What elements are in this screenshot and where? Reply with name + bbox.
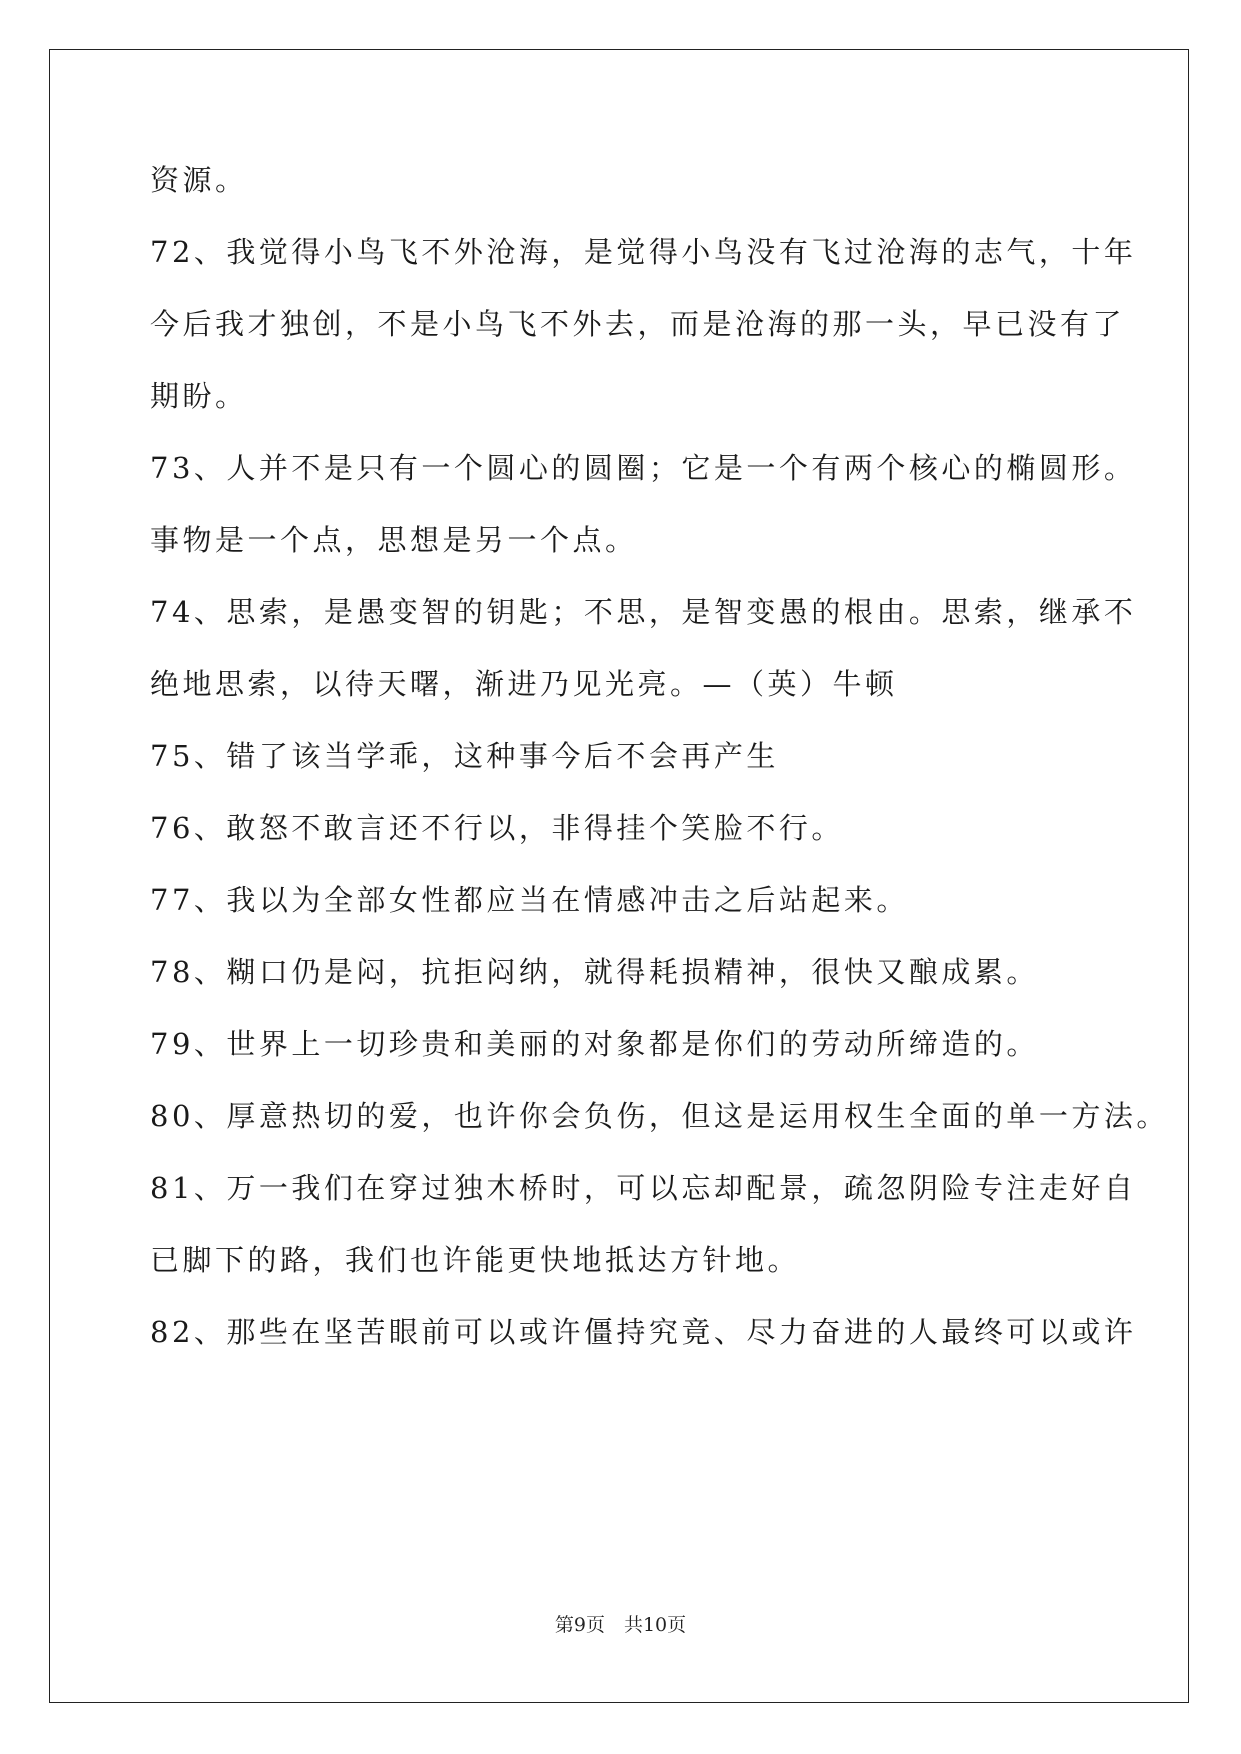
text-line: 79、世界上一切珍贵和美丽的对象都是你们的劳动所缔造的。 — [150, 1027, 1039, 1061]
text-line: 75、错了该当学乖，这种事今后不会再产生 — [150, 739, 779, 773]
text-line: 82、那些在坚苦眼前可以或许僵持究竟、尽力奋进的人最终可以或许 — [150, 1315, 1137, 1349]
text-line: 77、我以为全部女性都应当在情感冲击之后站起来。 — [150, 883, 909, 917]
text-line: 今后我才独创，不是小鸟飞不外去，而是沧海的那一头，早已没有了 — [150, 307, 1126, 341]
text-line: 资源。 — [150, 163, 248, 197]
text-line: 期盼。 — [150, 379, 248, 413]
text-line: 已脚下的路，我们也许能更快地抵达方针地。 — [150, 1243, 801, 1277]
text-line: 78、糊口仍是闷，抗拒闷纳，就得耗损精神，很快又酿成累。 — [150, 955, 1039, 989]
text-line: 绝地思索，以待天曙，渐进乃见光亮。—（英）牛顿 — [150, 667, 898, 701]
text-line: 73、人并不是只有一个圆心的圆圈；它是一个有两个核心的椭圆形。 — [150, 451, 1137, 485]
text-line: 76、敢怒不敢言还不行以，非得挂个笑脸不行。 — [150, 811, 844, 845]
page-number-footer: 第9页 共10页 — [554, 1614, 687, 1636]
text-line: 72、我觉得小鸟飞不外沧海，是觉得小鸟没有飞过沧海的志气，十年 — [150, 235, 1137, 269]
page-border — [49, 49, 1189, 1703]
text-line: 事物是一个点，思想是另一个点。 — [150, 523, 638, 557]
text-line: 80、厚意热切的爱，也许你会负伤，但这是运用权生全面的单一方法。 — [150, 1099, 1169, 1133]
text-line: 81、万一我们在穿过独木桥时，可以忘却配景，疏忽阴险专注走好自 — [150, 1171, 1137, 1205]
text-line: 74、思索，是愚变智的钥匙；不思，是智变愚的根由。思索，继承不 — [150, 595, 1137, 629]
